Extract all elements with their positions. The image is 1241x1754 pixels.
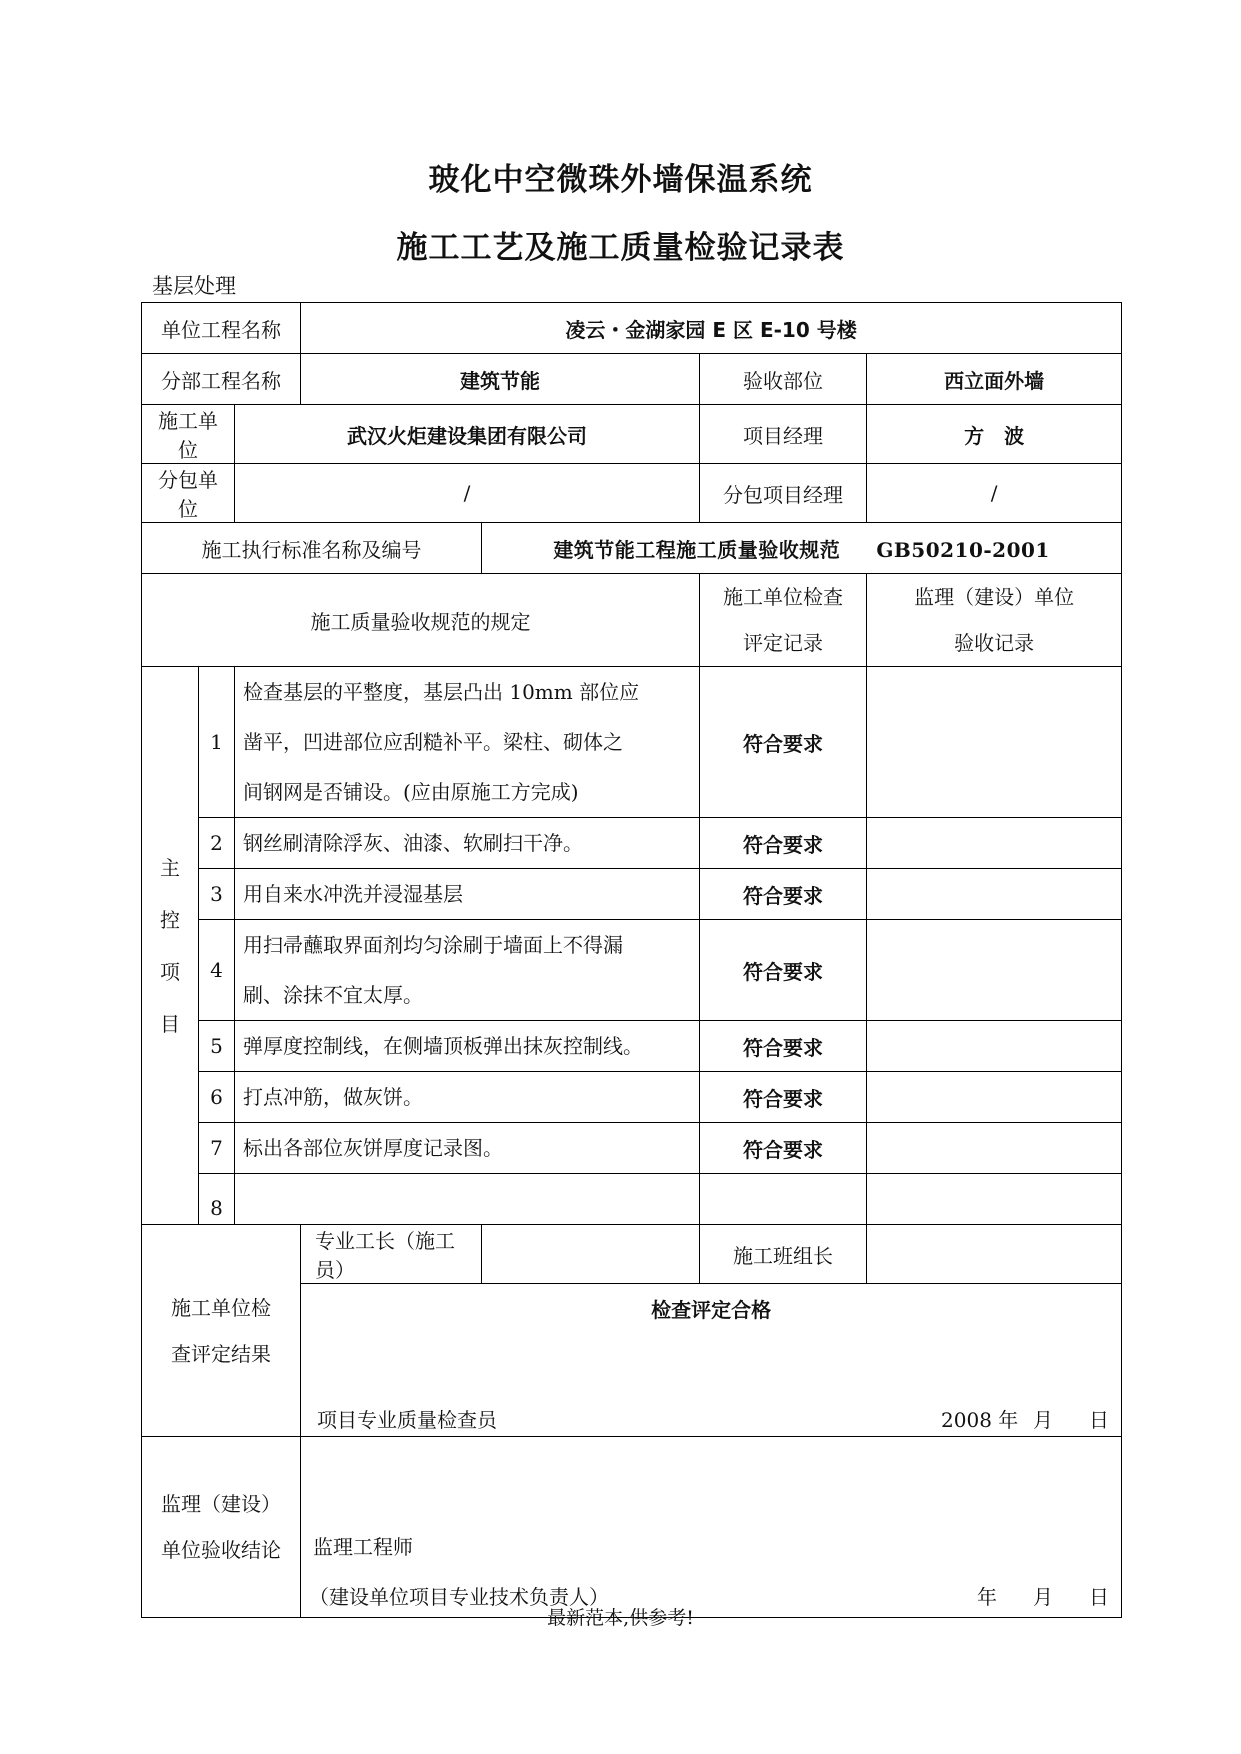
item-description	[235, 920, 700, 1021]
document-title-line2: 施工工艺及施工质量检验记录表	[396, 230, 845, 266]
item-result: 符合要求	[700, 869, 867, 920]
project-manager-label: 项目经理	[700, 405, 867, 464]
item-description-line: 间钢网是否铺设。(应由原施工方完成)	[243, 780, 579, 804]
sub-project-label: 分部工程名称	[142, 354, 301, 405]
row-sub-project	[142, 354, 1122, 405]
item-number: 8	[199, 1174, 235, 1225]
subcontract-unit-label: 分包单位	[142, 464, 235, 523]
item-result: 符合要求	[700, 667, 867, 818]
item-description	[235, 1123, 700, 1174]
supervision-date-year: 年	[977, 1585, 998, 1609]
item-result	[700, 1174, 867, 1225]
project-manager-value: 方 波	[867, 405, 1122, 464]
subcontract-unit-value: /	[235, 464, 700, 523]
item-description	[235, 1021, 700, 1072]
construction-unit-label: 施工单位	[142, 405, 235, 464]
row-standard	[142, 523, 1122, 574]
standard-label: 施工执行标准名称及编号	[142, 523, 482, 574]
item-description-line: 检查基层的平整度，基层凸出 10mm 部位应	[243, 680, 640, 704]
supervision-header	[867, 574, 1122, 667]
row-column-headers	[142, 574, 1122, 667]
table-row	[142, 869, 1122, 920]
row-construction-unit	[142, 405, 1122, 464]
item-description-line: 刷、涂抹不宜太厚。	[243, 983, 423, 1007]
row-supervision-result	[142, 1437, 1122, 1618]
unit-date-day: 日	[1089, 1408, 1110, 1432]
document-title-line1: 玻化中空微珠外墙保温系统	[428, 162, 813, 198]
item-number: 6	[199, 1072, 235, 1123]
subcontract-manager-value: /	[867, 464, 1122, 523]
item-supervision-record	[867, 869, 1122, 920]
item-supervision-record	[867, 920, 1122, 1021]
supervision-engineer-label: 监理工程师	[313, 1535, 414, 1559]
unit-check-header-line2: 评定记录	[743, 631, 824, 655]
item-number: 7	[199, 1123, 235, 1174]
item-supervision-record	[867, 1174, 1122, 1225]
supervision-result-label-line2: 单位验收结论	[161, 1538, 282, 1562]
unit-result-label	[142, 1225, 301, 1437]
acceptance-part-label: 验收部位	[700, 354, 867, 405]
inspector-label: 项目专业质量检查员	[317, 1408, 498, 1432]
supervision-date-month: 月	[1033, 1585, 1054, 1609]
row-subcontract-unit	[142, 464, 1122, 523]
supervision-header-line1: 监理（建设）单位	[914, 585, 1075, 609]
item-result: 符合要求	[700, 818, 867, 869]
item-number: 2	[199, 818, 235, 869]
item-result: 符合要求	[700, 1072, 867, 1123]
unit-project-value: 凌云・金湖家园 E 区 E-10 号楼	[301, 303, 1122, 354]
unit-result-label-line2: 查评定结果	[171, 1341, 272, 1366]
table-row	[142, 667, 1122, 818]
supervision-result-cell	[301, 1437, 1122, 1618]
subcontract-manager-label: 分包项目经理	[700, 464, 867, 523]
unit-result-label-line1: 施工单位检	[171, 1295, 272, 1320]
unit-verdict: 检查评定合格	[651, 1298, 772, 1322]
unit-project-label: 单位工程名称	[142, 303, 301, 354]
item-supervision-record	[867, 667, 1122, 818]
standard-name: 建筑节能工程施工质量验收规范	[553, 537, 841, 562]
unit-date-month: 月	[1033, 1408, 1054, 1432]
page-footer: 最新范本,供参考!	[547, 1607, 694, 1629]
item-description-line: 标出各部位灰饼厚度记录图。	[243, 1136, 503, 1160]
item-result: 符合要求	[700, 1123, 867, 1174]
item-description-line: 用扫帚蘸取界面剂均匀涂刷于墙面上不得漏	[243, 933, 623, 957]
item-supervision-record	[867, 1021, 1122, 1072]
unit-check-header	[700, 574, 867, 667]
table-row	[142, 1174, 1122, 1225]
main-control-char: 项	[160, 959, 180, 984]
team-leader-signature	[867, 1225, 1122, 1284]
item-supervision-record	[867, 1123, 1122, 1174]
item-description-line: 凿平，凹进部位应刮糙补平。梁柱、砌体之	[243, 730, 623, 754]
construction-unit-value: 武汉火炬建设集团有限公司	[235, 405, 700, 464]
main-control-label	[142, 667, 199, 1225]
item-description-line: 钢丝刷清除浮灰、油漆、软刷扫干净。	[243, 831, 583, 855]
item-number: 3	[199, 869, 235, 920]
item-description	[235, 667, 700, 818]
item-description	[235, 869, 700, 920]
table-row	[142, 818, 1122, 869]
item-result: 符合要求	[700, 920, 867, 1021]
supervision-header-line2: 验收记录	[954, 631, 1035, 655]
table-row	[142, 1021, 1122, 1072]
team-leader-label: 施工班组长	[700, 1225, 867, 1284]
table-row	[142, 1123, 1122, 1174]
item-result: 符合要求	[700, 1021, 867, 1072]
item-description	[235, 818, 700, 869]
inspection-record-table	[141, 302, 1122, 1618]
acceptance-part-value: 西立面外墙	[867, 354, 1122, 405]
item-supervision-record	[867, 818, 1122, 869]
sub-project-value: 建筑节能	[301, 354, 700, 405]
table-row	[142, 1072, 1122, 1123]
unit-check-header-line1: 施工单位检查	[723, 585, 844, 609]
item-description	[235, 1072, 700, 1123]
item-number: 5	[199, 1021, 235, 1072]
main-control-char: 主	[160, 855, 180, 880]
item-description-line: 用自来水冲洗并浸湿基层	[243, 882, 463, 906]
main-control-char: 控	[160, 907, 180, 932]
item-description-line: 打点冲筋，做灰饼。	[243, 1085, 423, 1109]
row-foreman	[142, 1225, 1122, 1284]
item-number: 4	[199, 920, 235, 1021]
owner-technical-lead-label: （建设单位项目专业技术负责人）	[309, 1585, 610, 1609]
supervision-date-day: 日	[1089, 1585, 1110, 1609]
main-control-char: 目	[160, 1011, 180, 1036]
standard-value	[482, 523, 1122, 574]
item-number: 1	[199, 667, 235, 818]
foreman-signature	[482, 1225, 700, 1284]
standard-code: GB50210-2001	[876, 537, 1050, 562]
row-unit-project	[142, 303, 1122, 354]
supervision-result-label-line1: 监理（建设）	[161, 1492, 282, 1516]
item-description-line: 弹厚度控制线，在侧墙顶板弹出抹灰控制线。	[243, 1034, 643, 1058]
spec-header: 施工质量验收规范的规定	[142, 574, 700, 667]
unit-date-year: 2008 年	[941, 1408, 1019, 1432]
section-subhead: 基层处理	[152, 274, 236, 298]
foreman-label: 专业工长（施工员）	[301, 1225, 482, 1284]
item-description	[235, 1174, 700, 1225]
item-supervision-record	[867, 1072, 1122, 1123]
table-row	[142, 920, 1122, 1021]
unit-verdict-cell	[301, 1284, 1122, 1437]
supervision-result-label	[142, 1437, 301, 1618]
